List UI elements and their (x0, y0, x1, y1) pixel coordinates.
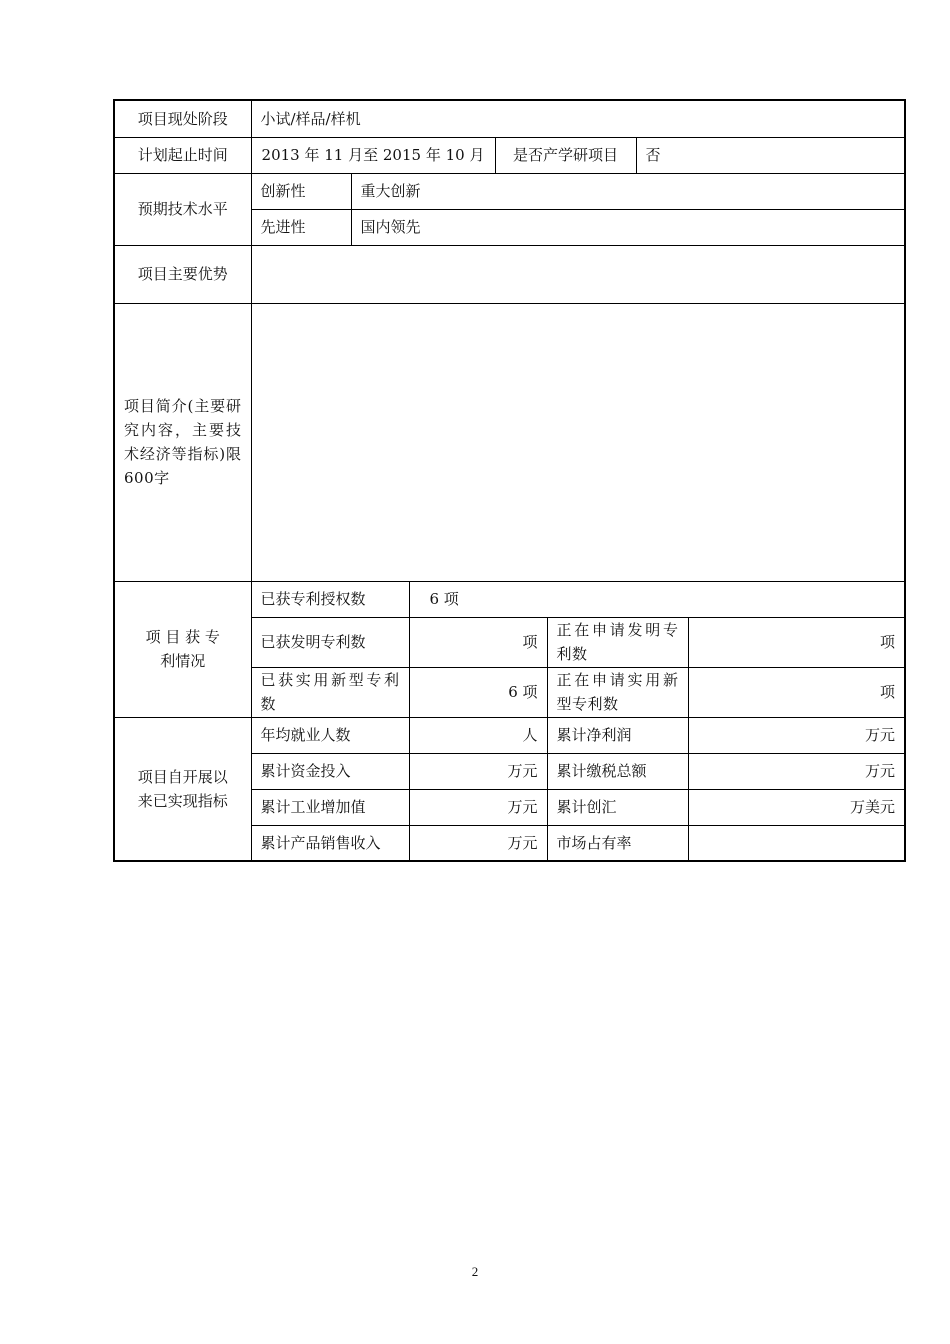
innovation-value[interactable]: 重大创新 (351, 173, 905, 209)
schedule-row (114, 137, 905, 173)
patent-granted-label: 已获专利授权数 (251, 581, 409, 617)
schedule-label: 计划起止时间 (114, 137, 251, 173)
indicator-value[interactable]: 万元 (409, 753, 547, 789)
project-form-table (113, 99, 906, 862)
iur-label: 是否产学研项目 (495, 137, 636, 173)
pending-invention-value[interactable]: 项 (688, 617, 905, 667)
pending-utility-label: 正在申请实用新型专利数 (547, 667, 688, 717)
advanced-label: 先进性 (251, 209, 351, 245)
patent-utility-label: 已获实用新型专利数 (251, 667, 409, 717)
iur-value[interactable]: 否 (636, 137, 905, 173)
advantages-label: 项目主要优势 (114, 245, 251, 303)
stage-label: 项目现处阶段 (114, 100, 251, 137)
patent-granted-value[interactable]: 6 项 (409, 581, 905, 617)
schedule-value[interactable]: 2013 年 11 月至 2015 年 10 月 (251, 137, 495, 173)
indicator-value[interactable]: 万美元 (688, 789, 905, 825)
advantages-value[interactable] (251, 245, 905, 303)
indicators-label-text: 项目自开展以来已实现指标 (137, 767, 228, 810)
indicator-label: 累计产品销售收入 (251, 825, 409, 861)
indicator-value[interactable]: 万元 (688, 753, 905, 789)
indicator-value[interactable]: 人 (409, 717, 547, 753)
patent-utility-value[interactable]: 6 项 (409, 667, 547, 717)
intro-row (114, 303, 905, 581)
intro-label: 项目简介(主要研究内容，主要技术经济等指标)限600字 (114, 303, 251, 581)
indicator-value[interactable] (688, 825, 905, 861)
innovation-label: 创新性 (251, 173, 351, 209)
pending-utility-value[interactable]: 项 (688, 667, 905, 717)
indicator-value[interactable]: 万元 (409, 789, 547, 825)
indicator-label: 市场占有率 (547, 825, 688, 861)
indicator-label: 累计资金投入 (251, 753, 409, 789)
advantages-row (114, 245, 905, 303)
innovation-row (114, 173, 905, 209)
stage-row (114, 100, 905, 137)
patents-label-text: 项 目 获 专利情况 (145, 628, 220, 670)
page-number: 2 (471, 1264, 479, 1279)
patent-invention-label: 已获发明专利数 (251, 617, 409, 667)
intro-value[interactable] (251, 303, 905, 581)
indicator-label: 累计净利润 (547, 717, 688, 753)
advanced-value[interactable]: 国内领先 (351, 209, 905, 245)
indicator-label: 累计工业增加值 (251, 789, 409, 825)
patent-granted-row (114, 581, 905, 617)
patent-invention-value[interactable]: 项 (409, 617, 547, 667)
stage-value[interactable]: 小试/样品/样机 (251, 100, 905, 137)
indicator-label: 年均就业人数 (251, 717, 409, 753)
tech-level-label: 预期技术水平 (114, 173, 251, 245)
indicator-row (114, 717, 905, 753)
indicators-label (114, 717, 251, 861)
indicator-label: 累计缴税总额 (547, 753, 688, 789)
indicator-label: 累计创汇 (547, 789, 688, 825)
pending-invention-label: 正在申请发明专利数 (547, 617, 688, 667)
indicator-value[interactable]: 万元 (409, 825, 547, 861)
patents-label (114, 581, 251, 717)
indicator-value[interactable]: 万元 (688, 717, 905, 753)
